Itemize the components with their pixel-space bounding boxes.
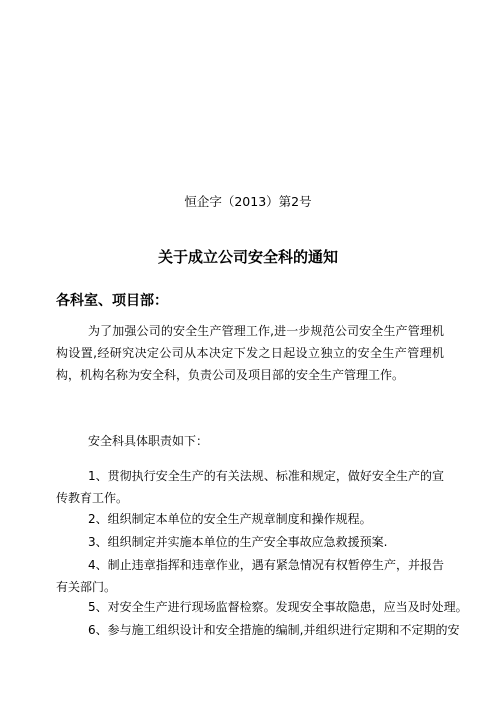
duty-item-1: 1、贯彻执行安全生产的有关法规、标准和规定，做好安全生产的宣传教育工作。: [56, 469, 444, 505]
duty-item-2: 2、组织制定本单位的安全生产规章制度和操作规程。: [88, 512, 372, 526]
duty-item-1-block: [56, 465, 444, 509]
duty-item-3-block: [56, 531, 444, 553]
duty-item-5-block: [56, 596, 468, 618]
duty-item-4: 4、制止违章指挥和违章作业，遇有紧急情况有权暂停生产，并报告有关部门。: [56, 558, 444, 594]
duties-heading: 安全科具体职责如下：: [88, 434, 209, 448]
duty-item-2-block: [56, 508, 444, 530]
duty-item-3: 3、组织制定并实施本单位的生产安全事故应急救援预案.: [88, 535, 388, 549]
intro-paragraph: 为了加强公司的安全生产管理工作,进一步规范公司安全生产管理机构设置,经研究决定公司从本决定下发之日起设立独立的安全生产管理机构，机构名称为安全科，负责公司及项目部的安全生产管理工作。: [56, 324, 444, 382]
salutation: 各科室、项目部：: [56, 293, 168, 309]
duties-heading-block: [56, 430, 444, 452]
document-number: 恒企字（2013）第2号: [184, 194, 312, 209]
intro-paragraph-block: [56, 320, 444, 386]
document-title: 关于成立公司安全科的通知: [157, 248, 338, 266]
duty-item-5: 5、对安全生产进行现场监督检察。发现安全事故隐患，应当及时处理。: [88, 600, 468, 614]
duty-item-6: 6、参与施工组织设计和安全措施的编制,并组织进行定期和不定期的安: [88, 623, 460, 637]
duty-item-6-block: [56, 619, 460, 641]
duty-item-4-block: [56, 554, 444, 598]
